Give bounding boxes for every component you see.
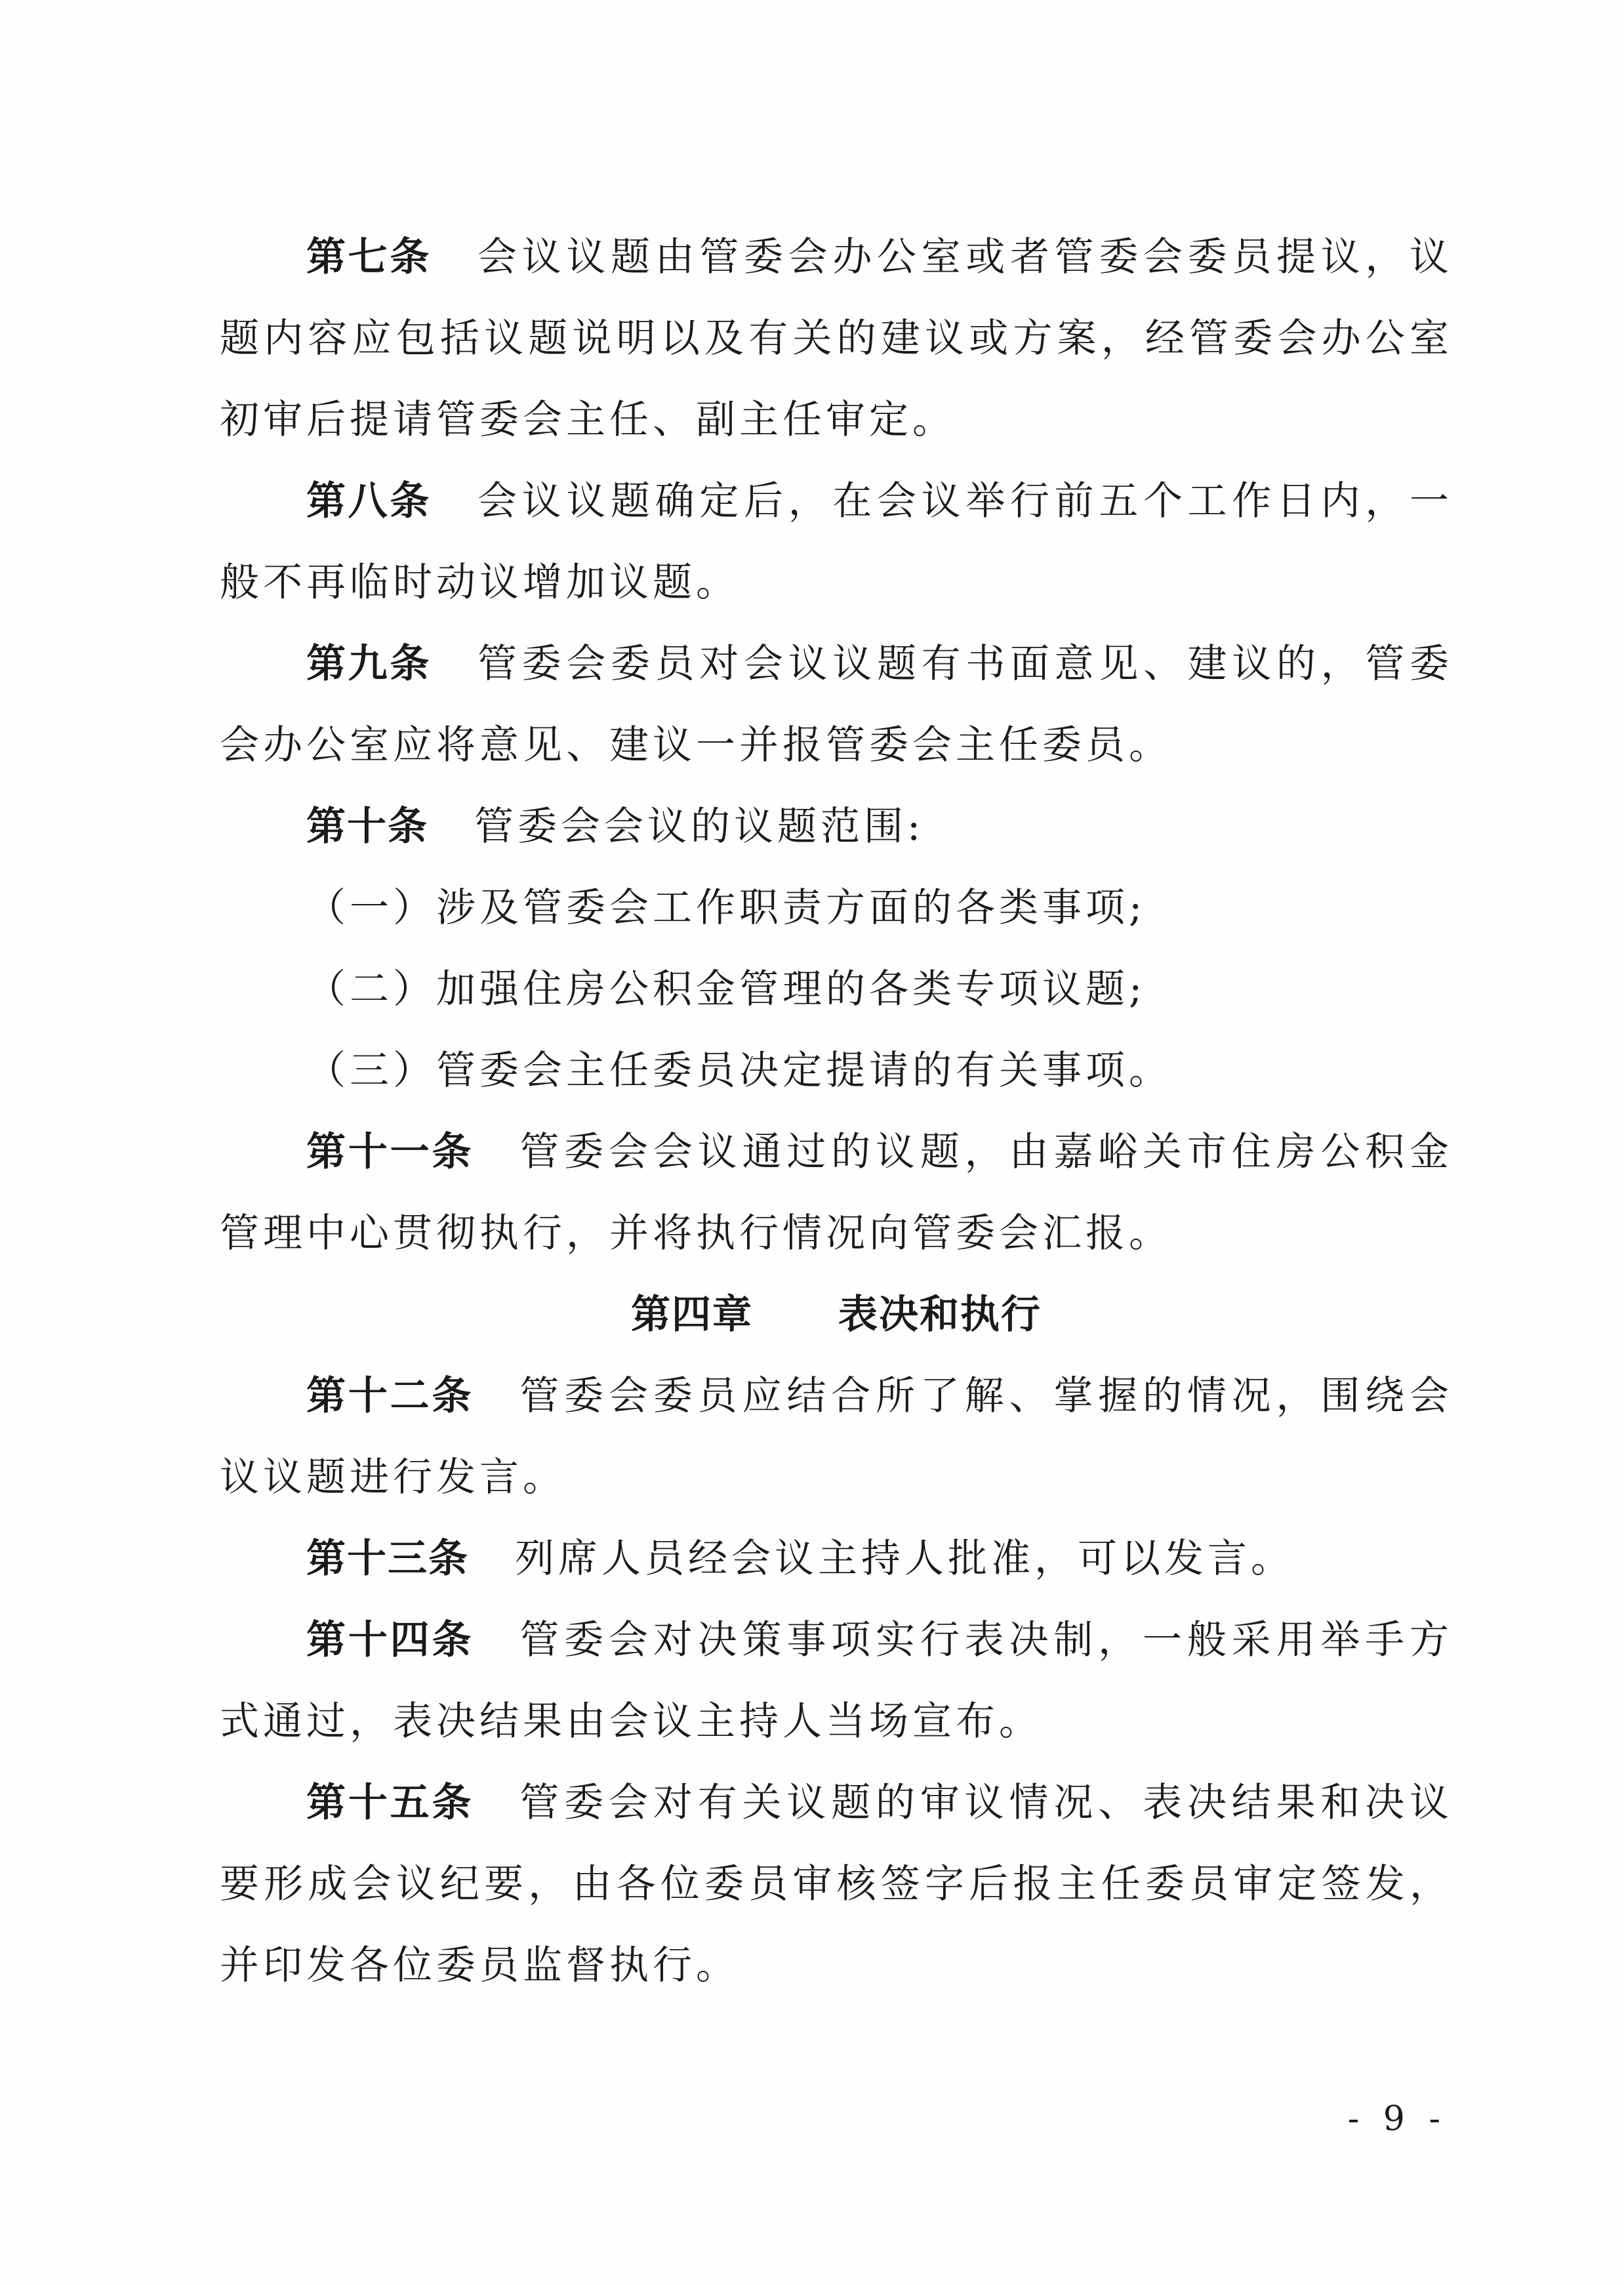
- article-number: 第十三条: [306, 1536, 469, 1582]
- article-text: 管委会委员对会议议题有书面意见、建议的，管委会办公室应将意见、建议一并报管委会主任委员。: [220, 641, 1453, 768]
- article-number: 第十条: [306, 804, 428, 850]
- article-text: 管委会对决策事项实行表决制，一般采用举手方式通过，表决结果由会议主持人当场宣布。: [220, 1617, 1453, 1744]
- article-text: 会议议题确定后，在会议举行前五个工作日内，一般不再临时动议增加议题。: [220, 478, 1453, 606]
- page-number: - 9 -: [1347, 2099, 1447, 2139]
- article-13: [220, 1518, 1453, 1599]
- chapter-heading: [220, 1274, 1453, 1355]
- article-number: 第八条: [306, 478, 432, 524]
- article-10: [220, 786, 1453, 867]
- article-number: 第九条: [306, 641, 432, 687]
- article-text: 列席人员经会议主持人批准，可以发言。: [515, 1536, 1294, 1582]
- chapter-title: 表决和执行: [838, 1292, 1042, 1338]
- list-item: （三）管委会主任委员决定提请的有关事项。: [306, 1048, 1172, 1094]
- document-body: [220, 216, 1453, 2006]
- article-number: 第十四条: [306, 1617, 474, 1663]
- article-14: [220, 1599, 1453, 1762]
- article-text: 管委会对有关议题的审议情况、表决结果和决议要形成会议纪要，由各位委员审核签字后报主任委员审定签发，并印发各位委员监督执行。: [220, 1780, 1453, 1988]
- article-12: [220, 1355, 1453, 1518]
- article-11: [220, 1111, 1453, 1274]
- article-text: 管委会委员应结合所了解、掌握的情况，围绕会议议题进行发言。: [220, 1373, 1453, 1500]
- article-number: 第十二条: [306, 1373, 474, 1419]
- article-number: 第七条: [306, 234, 432, 280]
- list-item: （一）涉及管委会工作职责方面的各类事项;: [306, 885, 1147, 931]
- article-15: [220, 1762, 1453, 2006]
- article-9: [220, 623, 1453, 786]
- article-text: 管委会会议通过的议题，由嘉峪关市住房公积金管理中心贯彻执行，并将执行情况向管委会汇报。: [220, 1129, 1453, 1256]
- article-number: 第十一条: [306, 1129, 474, 1175]
- article-text: 管委会会议的议题范围:: [474, 804, 925, 850]
- article-7: [220, 216, 1453, 461]
- article-8: [220, 461, 1453, 623]
- list-item: （二）加强住房公积金管理的各类专项议题;: [306, 966, 1147, 1012]
- article-text: 会议议题由管委会办公室或者管委会委员提议，议题内容应包括议题说明以及有关的建议或方案，经管委会办公室初审后提请管委会主任、副主任审定。: [220, 234, 1453, 443]
- article-number: 第十五条: [306, 1780, 474, 1826]
- chapter-number: 第四章: [631, 1292, 753, 1338]
